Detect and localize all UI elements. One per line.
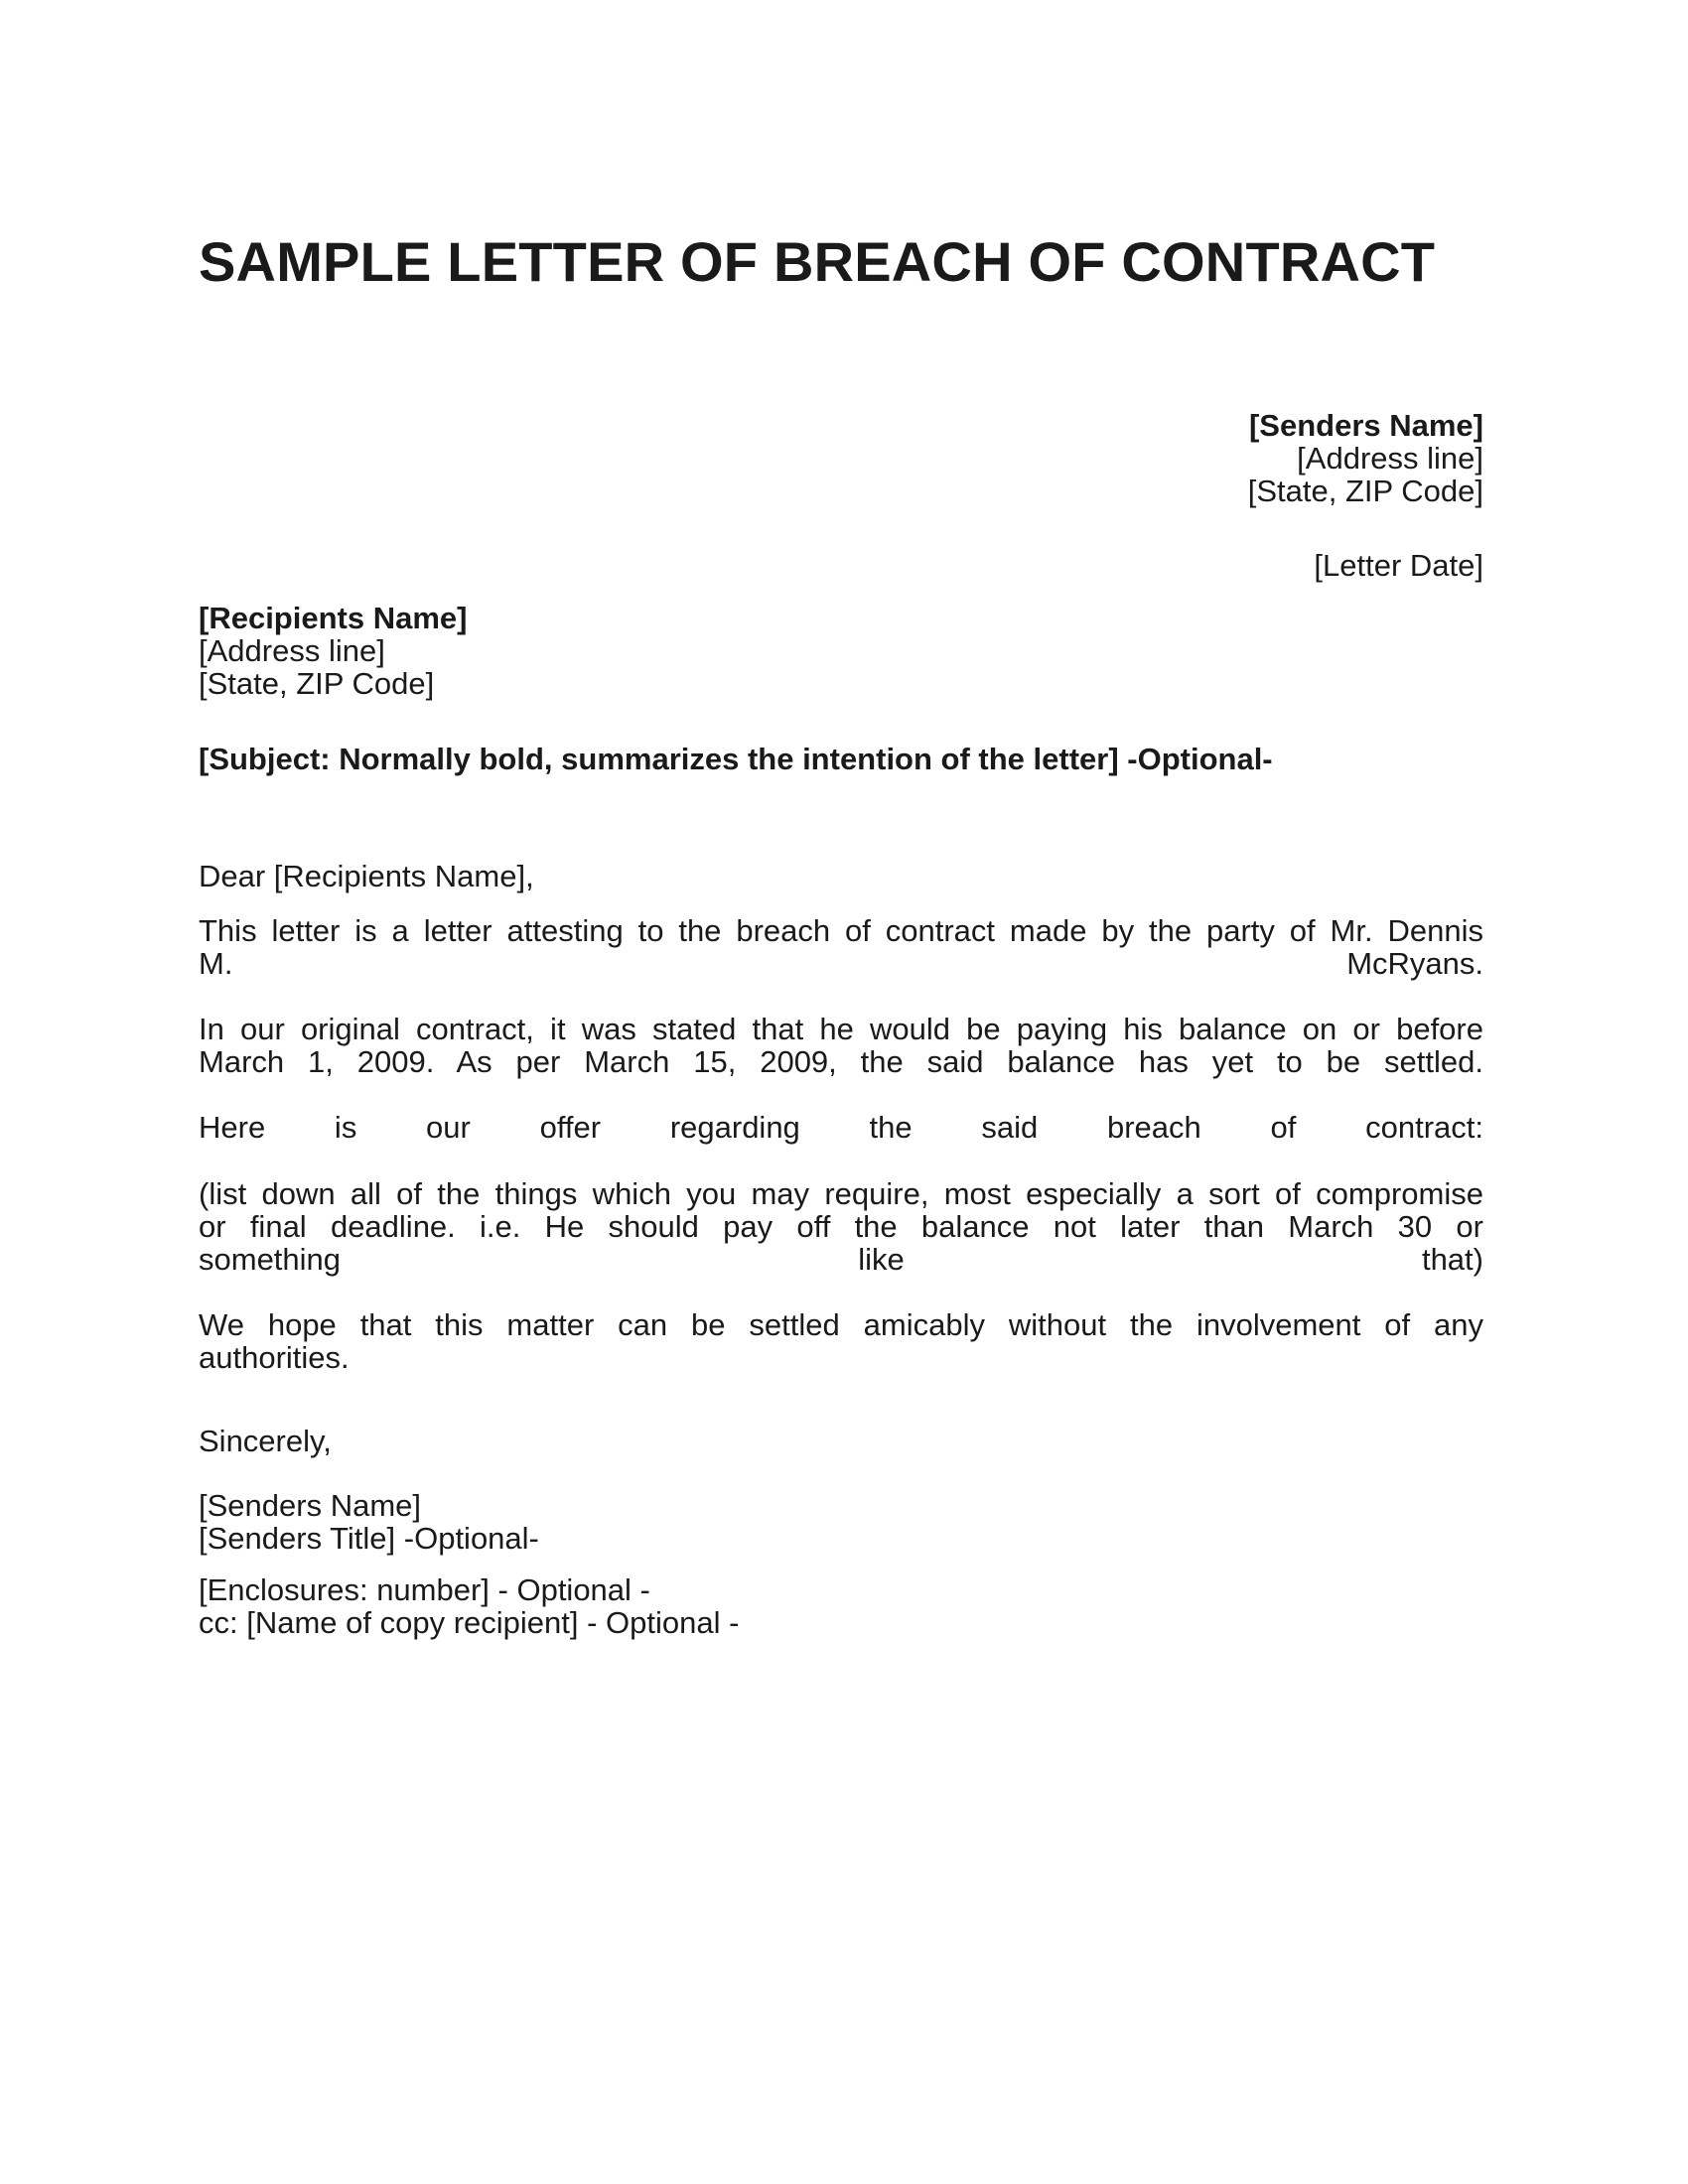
subject-line: [Subject: Normally bold, summarizes the intention of the letter] -Optional-	[199, 742, 1273, 776]
body-paragraph-1	[199, 914, 1483, 980]
subject-block	[199, 743, 1483, 775]
body-paragraph-3	[199, 1111, 1483, 1144]
recipient-name: [Recipients Name]	[199, 601, 468, 635]
sender-block	[199, 409, 1483, 507]
signature-block	[199, 1489, 1483, 1555]
letter-page	[199, 0, 1483, 2184]
sender-address: [Address line]	[1297, 441, 1483, 476]
body-paragraph-2	[199, 1013, 1483, 1078]
paragraph-line: authorities.	[199, 1340, 350, 1375]
paragraph-line: March 1, 2009. As per March 15, 2009, the said balance has yet to be settled.	[199, 1044, 1483, 1079]
sender-name: [Senders Name]	[1248, 408, 1483, 443]
recipient-state-zip: [State, ZIP Code]	[199, 666, 435, 701]
signature-name: [Senders Name]	[199, 1488, 421, 1523]
enclosures-block	[199, 1573, 1483, 1639]
enclosures: [Enclosures: number] - Optional -	[199, 1572, 650, 1607]
paragraph-line: something like that)	[199, 1242, 1483, 1277]
page-title: SAMPLE LETTER OF BREACH OF CONTRACT	[199, 230, 1436, 293]
body-paragraph-4	[199, 1177, 1483, 1276]
recipient-address: [Address line]	[199, 633, 385, 668]
body-paragraph-5	[199, 1308, 1483, 1374]
paragraph-line: This letter is a letter attesting to the breach of contract made by the party of Mr. Dennis	[199, 913, 1483, 948]
recipient-block	[199, 602, 1483, 700]
paragraph-line: Here is our offer regarding the said breach of contract:	[199, 1110, 1483, 1145]
closing-block	[199, 1425, 1483, 1457]
paragraph-line: In our original contract, it was stated that he would be paying his balance on or before	[199, 1012, 1483, 1046]
paragraph-line: (list down all of the things which you may require, most especially a sort of compromise	[199, 1176, 1483, 1211]
salutation-block	[199, 860, 1483, 892]
paragraph-line: We hope that this matter can be settled amicably without the involvement of any	[199, 1307, 1483, 1342]
paragraph-line: M. McRyans.	[199, 946, 1483, 981]
letter-date: [Letter Date]	[1314, 548, 1483, 583]
signature-title: [Senders Title] -Optional-	[199, 1521, 539, 1556]
cc-line: cc: [Name of copy recipient] - Optional -	[199, 1605, 740, 1640]
letter-date-block	[199, 549, 1483, 582]
sender-state-zip: [State, ZIP Code]	[1247, 474, 1483, 508]
closing: Sincerely,	[199, 1424, 332, 1458]
paragraph-line: or final deadline. i.e. He should pay off the balance not later than March 30 or	[199, 1209, 1483, 1244]
salutation: Dear [Recipients Name],	[199, 859, 534, 893]
